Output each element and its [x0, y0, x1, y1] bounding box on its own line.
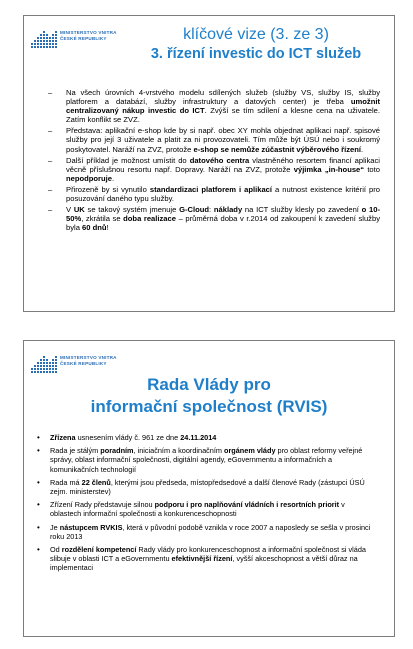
ministry-logo — [30, 22, 120, 56]
slide-2 — [23, 340, 395, 637]
logo-text-line1: MINISTERSTVO VNITRA — [60, 30, 117, 35]
bullet-item: – V UK se takový systém jmenuje G-Cloud: náklady na ICT služby klesly po zavedení o 10-50%, zkrátila se doba realizace – průměrná doba v r.2014 od zakoupení k zavedení služby byla 60 dnů! — [44, 205, 380, 232]
bullet-item: • Rada má 22 členů, kterými jsou předseda, místopředsedové a další členové Rady (zástupci ÚSÚ zejm. ministerstev) — [32, 478, 376, 496]
bullet-item: • Je nástupcem RVKIS, která v původní podobě vznikla v roce 2007 a naposledy se sešla v prosinci roku 2013 — [32, 523, 376, 541]
bullet-item: • Zřízena usnesením vlády č. 961 ze dne 24.11.2014 — [32, 433, 376, 442]
bullet-item: – Další příklad je možnost umístit do datového centra vlastněného resortem financí aplikaci věcně příslušnou resortu např. Dopravy. Naráží na ZVZ, protože výjimka „in-house“ toto nepodporuje. — [44, 156, 380, 183]
logo-text-line1: MINISTERSTVO VNITRA — [60, 355, 117, 360]
bullet-item: • Rada je stálým poradním, iniciačním a koordinačním orgánem vlády pro oblast reformy veřejné správy, oblast informační společnosti, digitální agendy, eGovernmentu a informačních a komunikačních technologií — [32, 446, 376, 474]
logo-text-line2: ČESKÉ REPUBLIKY — [60, 360, 107, 366]
logo-grid-icon — [30, 24, 58, 50]
bullet-item: • Od rozdělení kompetencí Rady vlády pro konkurenceschopnost a informační společnost si vláda slibuje v oblasti ICT a eGovernmentu efektivnější řízení, vyšší akceschopnost a větší důraz na implementaci — [32, 545, 376, 573]
bullet-item: – Přirozeně by si vynutilo standardizaci platforem i aplikací a nutnost existence kritérií pro posuzování daného typu služby. — [44, 185, 380, 203]
slide-2-bullet-list — [32, 433, 376, 577]
slide-1-bullet-list — [44, 88, 380, 234]
slide-2-title: Rada Vlády pro — [147, 375, 271, 394]
logo-text-line2: ČESKÉ REPUBLIKY — [60, 35, 107, 41]
slide-2-subtitle: informační společnost (RVIS) — [90, 397, 328, 416]
logo-grid-icon — [30, 349, 58, 375]
bullet-item: – Představa: aplikační e-shop kde by si např. obec XY mohla objednat aplikaci např. spisové služby pro její 3 uživatele a platit za ni provozovateli. Tím může být ÚSÚ nebo i soukromý poskytovatel. Naráží na ZVZ, protože e-shop se nemůže zúčastnit výběrového řízení. — [44, 126, 380, 153]
bullet-item: • Zřízení Rady představuje silnou podporu i pro naplňování vládních i resortních priorit v oblastech informační společnosti a konkurenceschopnosti — [32, 500, 376, 518]
slide-1-subtitle: 3. řízení investic do ICT služeb — [150, 46, 362, 62]
slide-1 — [23, 15, 395, 312]
bullet-item: – Na všech úrovních 4-vrstvého modelu sdílených služeb (služby VS, služby IS, služby platforem a databází, služby infrastruktury a datových center) je třeba umožnit centralizovaný nákup investic do ICT. Zvýší se tím sdílení a klesne cena na uživatele. Zatím konflikt se ZVZ. — [44, 88, 380, 124]
slide-1-title: klíčové vize (3. ze 3) — [183, 26, 329, 43]
